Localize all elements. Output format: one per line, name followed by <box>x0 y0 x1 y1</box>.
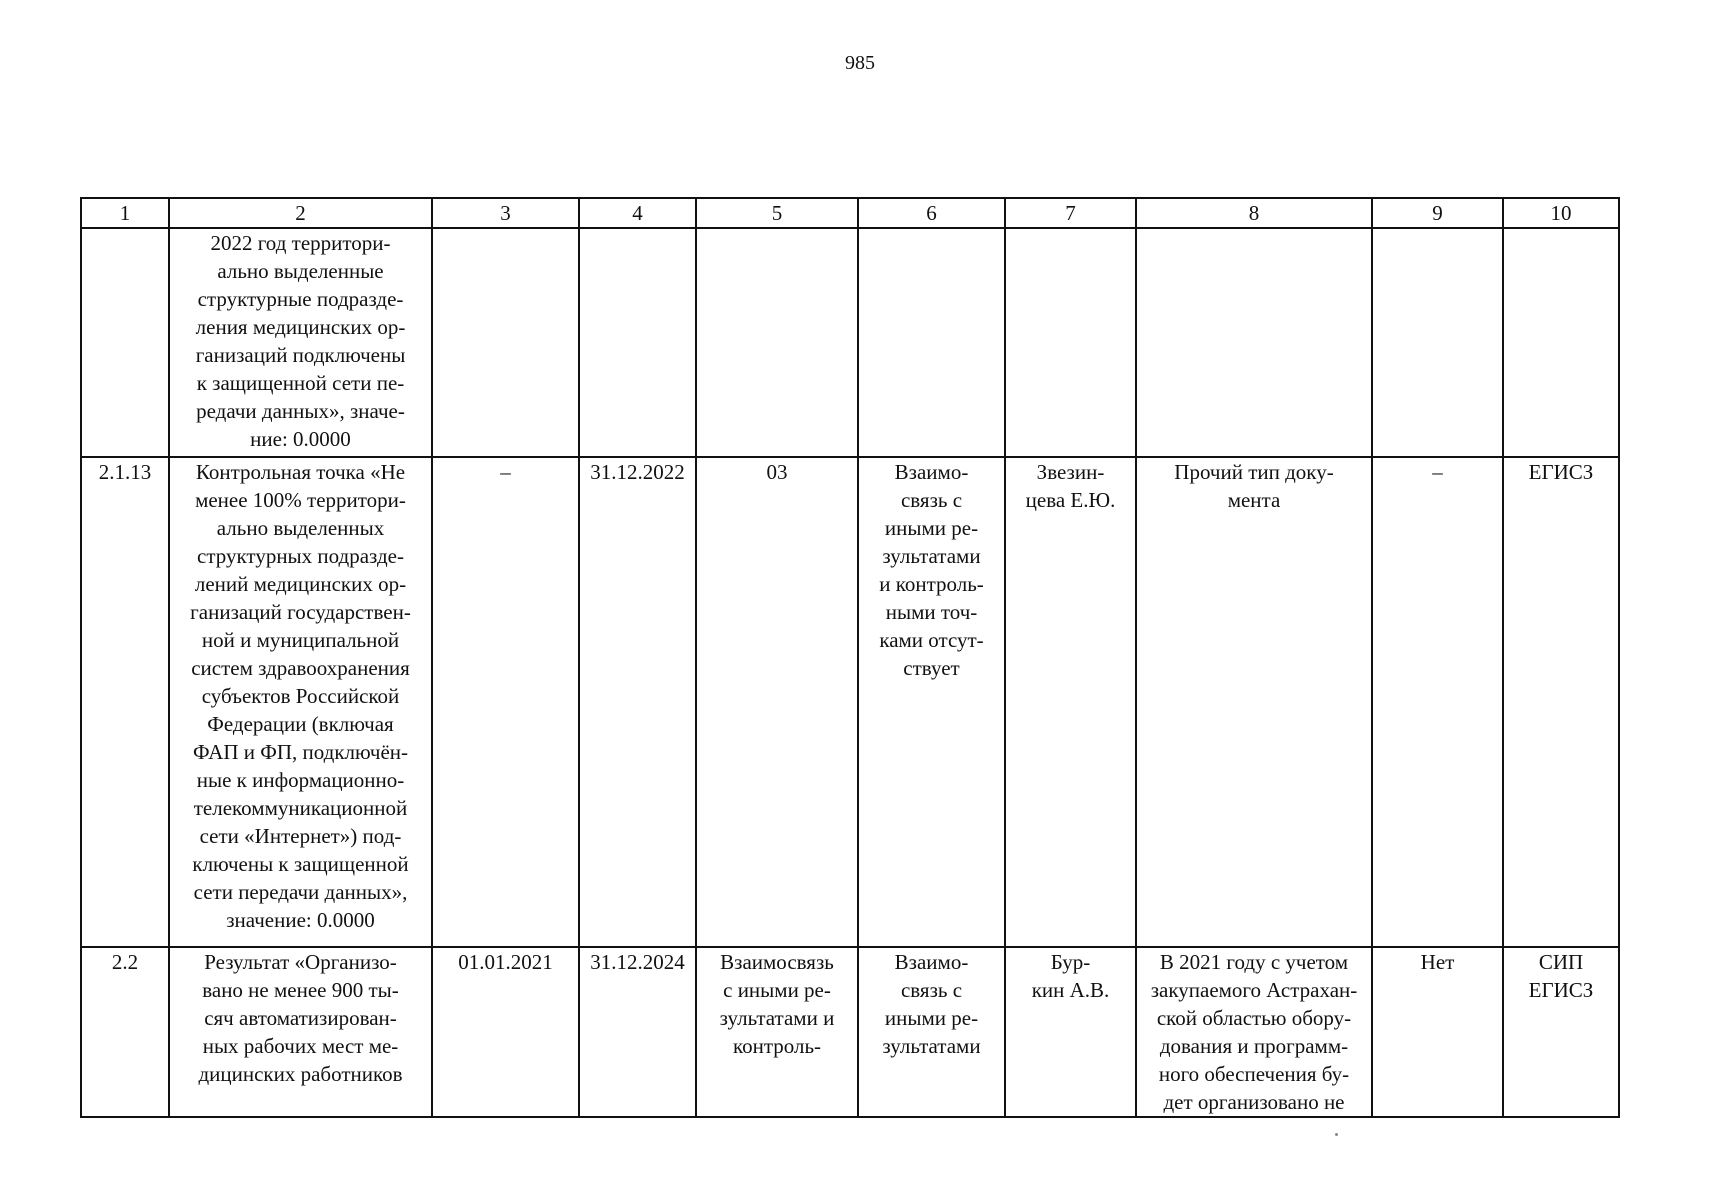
table-cell: 2.1.13 <box>81 457 169 947</box>
table-cell: Взаимо- связь с иными ре- зультатами и контроль- ными точ- ками отсут- ствует <box>858 457 1005 947</box>
table-cell: В 2021 году с учетом закупаемого Астрахан- ской областью обору- дования и программ- ного обеспечения бу- дет организовано не <box>1136 947 1372 1117</box>
column-header: 2 <box>169 198 432 228</box>
column-header: 9 <box>1372 198 1503 228</box>
table-row <box>81 457 1619 947</box>
table-cell: Нет <box>1372 947 1503 1117</box>
column-header: 6 <box>858 198 1005 228</box>
table-cell: Звезин- цева Е.Ю. <box>1005 457 1136 947</box>
column-header: 1 <box>81 198 169 228</box>
column-header: 10 <box>1503 198 1619 228</box>
table-cell <box>1372 228 1503 457</box>
column-header: 3 <box>432 198 579 228</box>
table-cell <box>1136 228 1372 457</box>
table-cell: 2.2 <box>81 947 169 1117</box>
table-cell <box>432 228 579 457</box>
table-header-row <box>81 198 1619 228</box>
table-cell: Бур- кин А.В. <box>1005 947 1136 1117</box>
table-cell: СИП ЕГИСЗ <box>1503 947 1619 1117</box>
table-cell: Взаимосвязь с иными ре- зультатами и контроль- <box>696 947 858 1117</box>
table-cell: 03 <box>696 457 858 947</box>
table-cell <box>579 228 696 457</box>
column-header: 8 <box>1136 198 1372 228</box>
table-cell: 31.12.2022 <box>579 457 696 947</box>
column-header: 5 <box>696 198 858 228</box>
table-cell <box>696 228 858 457</box>
table-cell <box>858 228 1005 457</box>
table-cell <box>1503 228 1619 457</box>
table-cell <box>81 228 169 457</box>
column-header: 7 <box>1005 198 1136 228</box>
scan-speck <box>1335 1133 1338 1136</box>
table-row <box>81 228 1619 457</box>
table-cell: – <box>1372 457 1503 947</box>
table-cell: 2022 год территори- ально выделенные структурные подразде- ления медицинских ор- ганизаций подключены к защищенной сети пе- редачи данных», значе- ние: 0.0000 <box>169 228 432 457</box>
page-number: 985 <box>845 52 875 74</box>
table-cell: Результат «Организо- вано не менее 900 ты- сяч автоматизирован- ных рабочих мест ме- дицинских работников <box>169 947 432 1117</box>
table-row <box>81 947 1619 1117</box>
table-cell: Контрольная точка «Не менее 100% территори- ально выделенных структурных подразде- лений медицинских ор- ганизаций государствен- ной и муниципальной систем здравоохранения субъектов Российской Федерации (включая ФАП и ФП, подключён- ные к информационно- телекоммуникационной сети «Интернет») под- ключены к защищенной сети передачи данных», значение: 0.0000 <box>169 457 432 947</box>
table-cell: 31.12.2024 <box>579 947 696 1117</box>
table-cell: – <box>432 457 579 947</box>
data-table <box>80 197 1620 1118</box>
table-cell: 01.01.2021 <box>432 947 579 1117</box>
table-cell: ЕГИСЗ <box>1503 457 1619 947</box>
table-cell: Прочий тип доку- мента <box>1136 457 1372 947</box>
table-cell: Взаимо- связь с иными ре- зультатами <box>858 947 1005 1117</box>
table-cell <box>1005 228 1136 457</box>
column-header: 4 <box>579 198 696 228</box>
